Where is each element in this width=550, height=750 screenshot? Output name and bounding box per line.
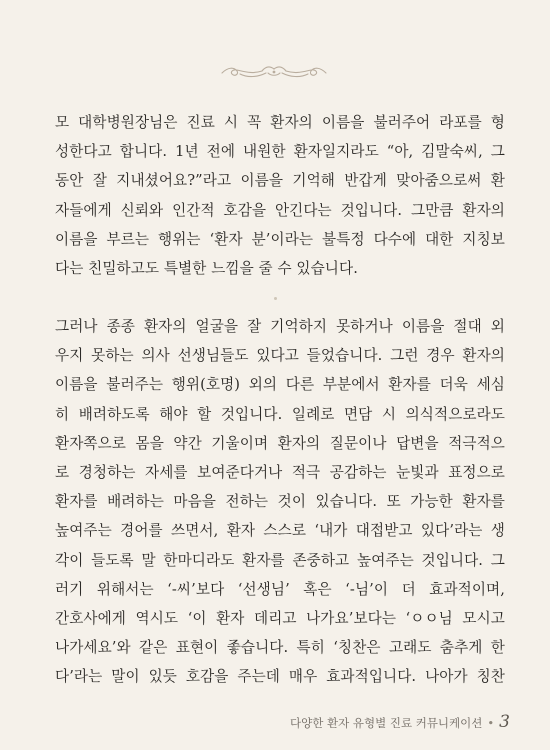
text-line: 환자쪽으로 몸을 약간 기울이며 환자의 질문이나 답변을 적극적으 <box>55 434 505 452</box>
text-line: 히 배려하도록 해야 할 것입니다. 일례로 면담 시 의식적으로라도 <box>55 405 505 423</box>
text-line: 다’라는 말이 있듯 호감을 주는데 매우 효과적입니다. 나아가 칭찬 <box>55 668 505 686</box>
text-line: 나가세요’와 같은 표현이 좋습니다. 특히 ‘칭찬은 고래도 춤추게 한 <box>55 639 505 657</box>
section-divider <box>274 297 277 300</box>
text-line: 그러나 종종 환자의 얼굴을 잘 기억하지 못하거나 이름을 절대 외 <box>55 318 505 335</box>
text-line: 각이 들도록 말 한마디라도 환자를 존중하고 높여주는 것입니다. 그 <box>55 551 505 569</box>
scroll-flourish-icon <box>218 58 330 82</box>
text-line: 이름을 부르는 행위는 ‘환자 분’이라는 불특정 다수에 대한 지칭보 <box>55 230 505 248</box>
text-line: 다는 친밀하고도 특별한 느낌을 줄 수 있습니다. <box>55 259 358 277</box>
text-line: 우지 못하는 의사 선생님들도 있다고 들었습니다. 그런 경우 환자의 <box>55 347 505 365</box>
footer-separator: • <box>487 716 495 730</box>
page-footer <box>200 712 510 732</box>
text-line: 간호사에게 역시도 ‘이 환자 데리고 나가요’보다는 ‘ㅇㅇ님 모시고 <box>55 609 505 627</box>
text-line: 높여주는 경어를 쓰면서, 환자 스스로 ‘내가 대접받고 있다’라는 생 <box>55 522 505 540</box>
text-line: 로 경청하는 자세를 보여준다거나 적극 공감하는 눈빛과 표정으로 <box>55 463 505 481</box>
text-line: 동안 잘 지내셨어요?”라고 이름을 기억해 반갑게 맞아줌으로써 환 <box>55 172 505 190</box>
text-line: 성한다고 합니다. 1년 전에 내원한 환자일지라도 “아, 김말숙씨, 그 <box>55 143 505 161</box>
text-line: 모 대학병원장님은 진료 시 꼭 환자의 이름을 불러주어 라포를 형 <box>55 114 505 131</box>
paragraph-1 <box>55 108 505 283</box>
running-title: 다양한 환자 유형별 진료 커뮤니케이션 <box>290 716 483 730</box>
text-line: 자들에게 신뢰와 인간적 호감을 안긴다는 것입니다. 그만큼 환자의 <box>55 201 505 219</box>
paragraph-2 <box>55 312 505 691</box>
text-line: 환자를 배려하는 마음을 전하는 것이 있습니다. 또 가능한 환자를 <box>55 493 505 511</box>
text-line: 러기 위해서는 ‘-씨’보다 ‘선생님’ 혹은 ‘-님’이 더 효과적이며, <box>55 580 505 598</box>
text-line: 이름을 불러주는 행위(호명) 외의 다른 부분에서 환자를 더욱 세심 <box>55 376 505 394</box>
page-number: 3 <box>499 712 510 732</box>
